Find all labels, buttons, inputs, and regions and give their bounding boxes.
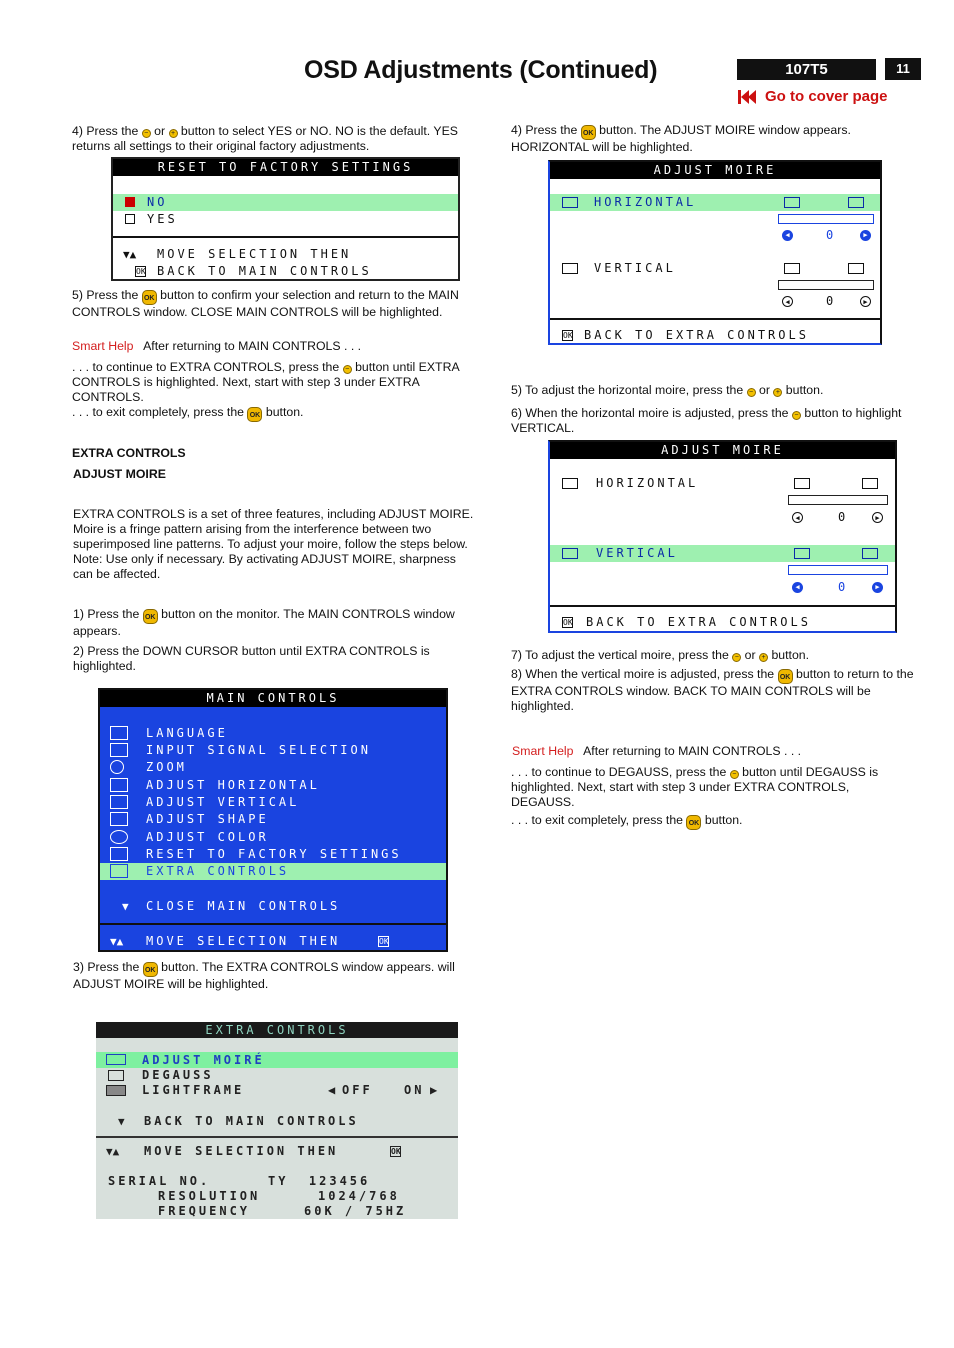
go-to-cover-link[interactable] [737,87,888,107]
main-controls-osd [98,688,448,952]
ok-icon: OK [391,1147,401,1156]
extra-item-degauss[interactable]: DEGAUSS [96,1068,458,1083]
minus-button-icon: − [730,770,739,779]
moire-more-icon [848,197,864,208]
page-number: 11 [885,58,921,80]
right-step-4-text: 4) Press the OK button. The ADJUST MOIRE window appears. HORIZONTAL will be highlighted. [511,123,851,154]
horizontal-value: 0 [826,228,834,242]
section-extra-controls: EXTRA CONTROLS [72,446,186,460]
smart-help-right: Smart Help After returning to MAIN CONTROLS . . . [512,744,802,758]
right-step-7-text: 7) To adjust the vertical moire, press the − or + button. [511,648,810,662]
reset-osd-footer-2: OK BACK TO MAIN CONTROLS [136,264,372,278]
plus-button-icon: + [169,129,178,138]
left-arrow-icon: ◀ [328,1083,336,1097]
shape-icon [110,812,128,826]
vertical-moire-icon [562,263,578,274]
horizontal-value: 0 [838,510,846,524]
moire-horizontal-row[interactable]: HORIZONTAL [550,475,895,492]
plus-button-icon: + [759,653,768,662]
up-down-icon: ▼▲ [106,1145,120,1158]
model-badge: 107T5 [737,59,876,80]
right-step-8-text: 8) When the vertical moire is adjusted, press the OK button to return to the EXTRA CONTROLS window. BACK TO MAIN CONTROLS will be highlighted. [511,667,914,713]
step-3-text: 3) Press the OK button. The EXTRA CONTROLS window appears. will ADJUST MOIRE will be highlighted. [73,960,455,991]
left-arrow-icon: ◀ [792,512,803,523]
radio-selected-icon [125,197,135,207]
vertical-moire-slider[interactable] [788,565,888,575]
reset-osd-title: RESET TO FACTORY SETTINGS [113,159,458,176]
vertical-moire-icon [562,548,578,559]
reset-option-yes[interactable]: YES [113,211,458,228]
moire-osd-title: ADJUST MOIRE [550,442,895,459]
ok-button-icon: OK [142,290,157,305]
continue-text-right: . . . to continue to DEGAUSS, press the − button until DEGAUSS is highlighted. Next, start with step 3 under EXTRA CONTROLS, DEGAUSS. [511,765,879,809]
horizontal-icon [110,778,128,792]
left-arrow-icon: ◀ [782,296,793,307]
left-arrow-icon: ◀ [782,230,793,241]
ok-icon: OK [563,331,573,340]
resolution-row: RESOLUTION 1024/768 [158,1189,400,1203]
vertical-icon [110,795,128,809]
minus-button-icon: − [142,129,151,138]
step-2-text: 2) Press the DOWN CURSOR button until EXTRA CONTROLS is highlighted. [73,644,430,673]
adjust-moire-osd-2 [548,440,897,633]
ok-icon: OK [563,618,573,627]
moire-back-row[interactable]: OK BACK TO EXTRA CONTROLS [563,328,809,342]
right-arrow-icon: ▶ [872,582,883,593]
horizontal-moire-icon [562,478,578,489]
page-title: OSD Adjustments (Continued) [304,56,658,84]
input-icon [110,743,128,757]
ok-icon: OK [379,937,389,946]
frequency-row: FREQUENCY 60K / 75HZ [158,1204,407,1218]
reset-option-no[interactable]: NO [113,194,458,211]
extra-back-to-main[interactable]: ▼ BACK TO MAIN CONTROLS [118,1114,359,1128]
vertical-moire-slider[interactable] [778,280,874,290]
ok-button-icon: OK [581,125,596,140]
horizontal-moire-slider[interactable] [788,495,888,505]
ok-button-icon: OK [247,407,262,422]
moire-osd-title: ADJUST MOIRE [550,162,880,179]
extra-controls-osd-photo [96,1022,458,1219]
continue-text-left: . . . to continue to EXTRA CONTROLS, press the − button until EXTRA CONTROLS is highlighted. Next, start with step 3 under EXTRA CONTROLS. [72,360,459,404]
main-item-adjust-shape[interactable]: ADJUST SHAPE [100,811,446,828]
lightframe-icon [106,1085,126,1096]
main-item-adjust-horizontal[interactable]: ADJUST HORIZONTAL [100,777,446,794]
minus-button-icon: − [792,411,801,420]
step-1-text: 1) Press the OK button on the monitor. The MAIN CONTROLS window appears. [73,607,455,638]
minus-button-icon: − [747,388,756,397]
moire-horizontal-row[interactable]: HORIZONTAL [550,194,880,211]
moire-less-icon [794,478,810,489]
main-close[interactable]: ▼ CLOSE MAIN CONTROLS [122,899,341,913]
right-arrow-icon: ▶ [860,230,871,241]
main-osd-footer: ▼▲ MOVE SELECTION THEN OK [110,934,389,948]
degauss-icon [108,1070,124,1081]
radio-icon [125,214,135,224]
main-item-language[interactable]: LANGUAGE [100,725,446,742]
smart-help-left: Smart Help After returning to MAIN CONTROLS . . . [72,339,362,353]
moire-more-icon [862,548,878,559]
left-arrow-icon: ◀ [792,582,803,593]
up-down-icon: ▼▲ [123,248,137,261]
factory-icon [110,847,128,861]
down-arrow-icon: ▼ [118,1115,125,1128]
reset-osd-footer-1: ▼▲ MOVE SELECTION THEN [123,247,352,261]
language-icon [110,726,128,740]
moire-less-icon [784,197,800,208]
moire-vertical-row[interactable]: VERTICAL [550,260,880,277]
up-down-icon: ▼▲ [110,935,124,948]
main-item-adjust-vertical[interactable]: ADJUST VERTICAL [100,794,446,811]
exit-text-left: . . . to exit completely, press the OK button. [72,405,480,422]
main-osd-title: MAIN CONTROLS [100,690,446,707]
serial-row: SERIAL NO. TY 123456 [108,1174,371,1188]
zoom-icon [110,760,124,774]
moire-icon [106,1054,126,1065]
moire-less-icon [794,548,810,559]
moire-vertical-row[interactable]: VERTICAL [550,545,895,562]
right-arrow-icon: ▶ [430,1083,438,1097]
ok-button-icon: OK [686,815,701,830]
color-icon [110,830,128,844]
moire-more-icon [862,478,878,489]
section-adjust-moire: ADJUST MOIRE [73,467,166,481]
ok-button-icon: OK [143,609,158,624]
rewind-icon [737,89,757,105]
extra-item-adjust-moire[interactable]: ADJUST MOIRÉ [96,1052,458,1068]
extra-item-lightframe[interactable]: LIGHTFRAME ◀ OFF ON ▶ [96,1083,458,1098]
main-item-extra-controls[interactable]: EXTRA CONTROLS [100,863,446,880]
horizontal-moire-slider[interactable] [778,214,874,224]
right-arrow-icon: ▶ [860,296,871,307]
intro-text: EXTRA CONTROLS is a set of three features, including ADJUST MOIRE. Moire is a fringe pattern arising from the interference between two superimposed line patterns. To adjust your moire, follow the steps below. Note: Use only if necessary. By activating ADJUST MOIRE, sharpness can be affected. [73,507,474,581]
plus-button-icon: + [773,388,782,397]
down-arrow-icon: ▼ [122,900,129,913]
step-4-text: 4) Press the − or + button to select YES or NO. NO is the default. YES returns all settings to their original factory adjustments. [72,124,458,153]
cover-link-label: Go to cover page [765,88,888,105]
step-5-text: 5) Press the OK button to confirm your selection and return to the MAIN CONTROLS window. CLOSE MAIN CONTROLS will be highlighted. [72,288,459,319]
right-step-5-text: 5) To adjust the horizontal moire, press the − or + button. [511,383,824,397]
main-item-reset[interactable]: RESET TO FACTORY SETTINGS [100,846,446,863]
vertical-value: 0 [826,294,834,308]
ok-button-icon: OK [778,669,793,684]
vertical-value: 0 [838,580,846,594]
reset-osd-window [111,157,460,281]
main-item-input-signal[interactable]: INPUT SIGNAL SELECTION [100,742,446,759]
moire-back-row[interactable]: OK BACK TO EXTRA CONTROLS [563,615,811,629]
right-step-6-text: 6) When the horizontal moire is adjusted, press the − button to highlight VERTICAL. [511,406,902,435]
minus-button-icon: − [732,653,741,662]
moire-more-icon [848,263,864,274]
moire-less-icon [784,263,800,274]
main-item-adjust-color[interactable]: ADJUST COLOR [100,829,446,846]
ok-button-icon: OK [143,962,158,977]
extra-osd-title: EXTRA CONTROLS [96,1022,458,1038]
exit-text-right: . . . to exit completely, press the OK button. [511,813,916,830]
ok-icon: OK [136,267,146,276]
main-item-zoom[interactable]: ZOOM [100,759,446,776]
extra-osd-footer: ▼▲ MOVE SELECTION THEN OK [106,1144,401,1158]
adjust-moire-osd-1 [548,160,882,345]
minus-button-icon: − [343,365,352,374]
right-arrow-icon: ▶ [872,512,883,523]
extra-controls-icon [110,864,128,878]
horizontal-moire-icon [562,197,578,208]
